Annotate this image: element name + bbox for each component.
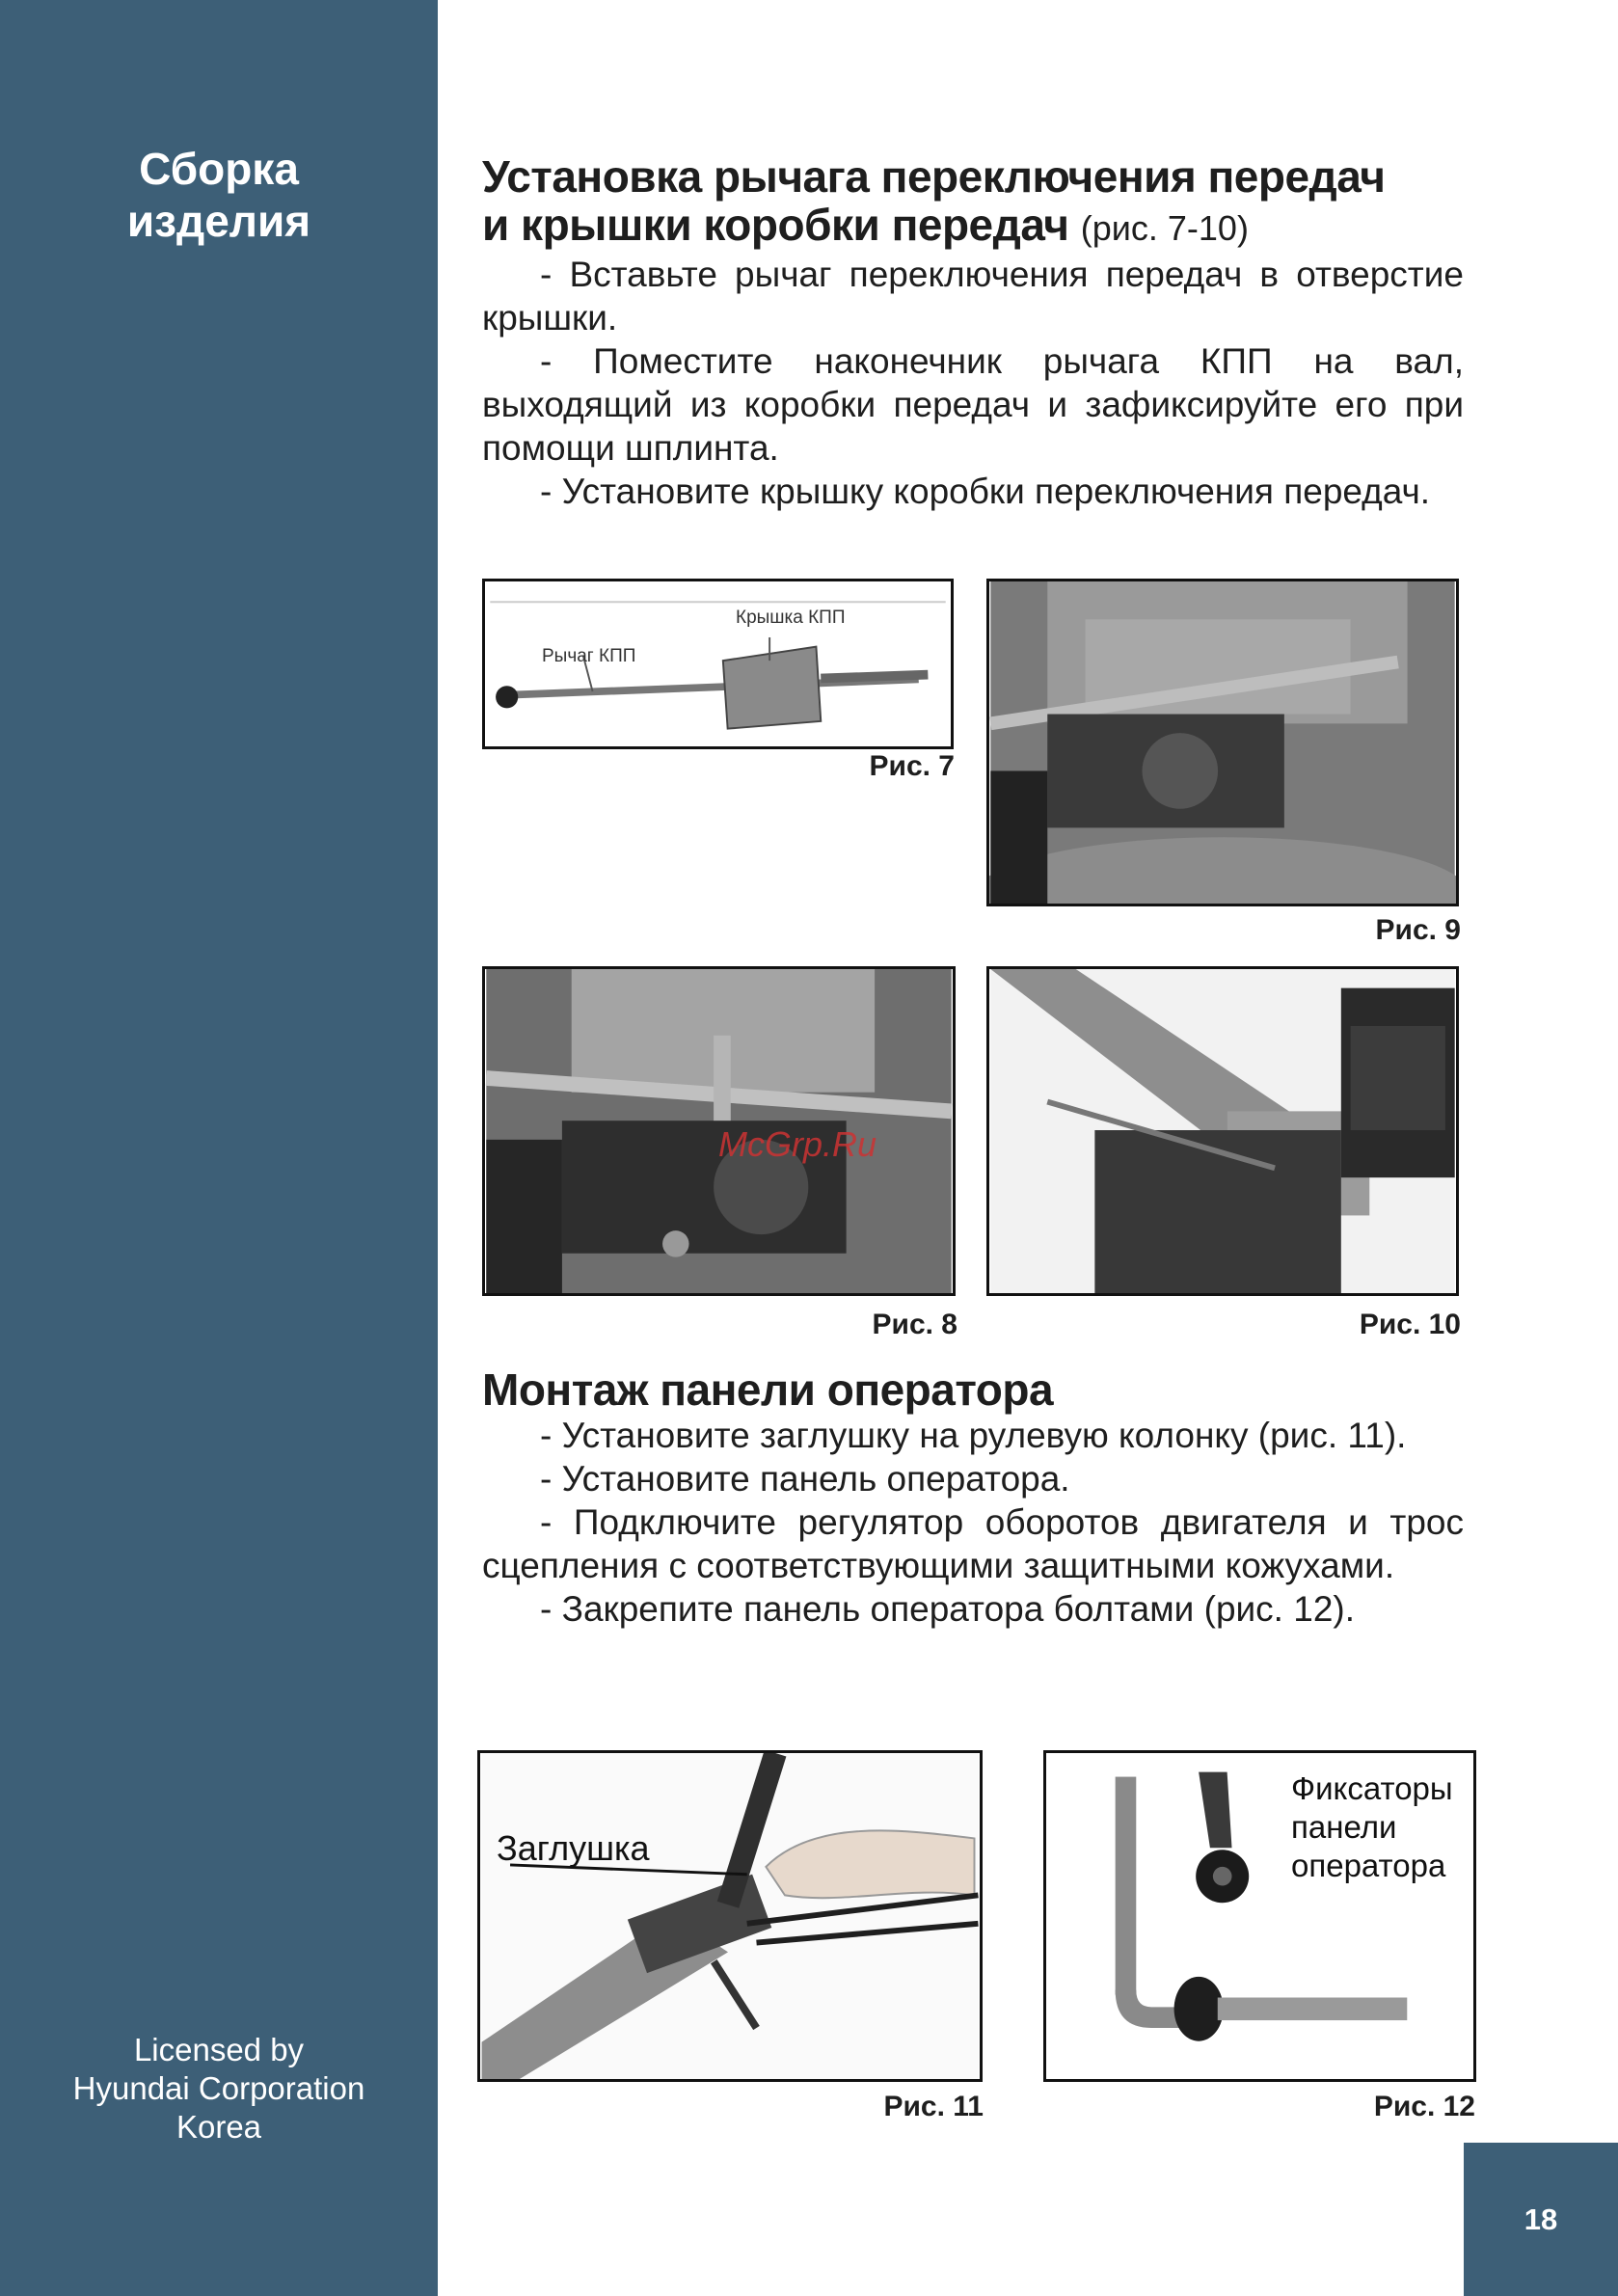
license-line3: Korea [175, 2109, 262, 2145]
section2-paragraph: - Установите панель оператора. [540, 1459, 1070, 1499]
fig12-label [1291, 1769, 1453, 1885]
page-number: 18 [1524, 2201, 1558, 2236]
fig11-label: Заглушка [497, 1828, 650, 1868]
section-title-line2: изделия [126, 196, 311, 246]
license-line2: Hyundai Corporation [72, 2070, 365, 2106]
fig8-watermark: McGrp.Ru [718, 1124, 877, 1164]
section1-paragraph: - Вставьте рычаг переключения передач в отверстие крышки. [482, 255, 1464, 338]
section2-paragraph: - Закрепите панель оператора болтами (рис. 12). [540, 1589, 1356, 1629]
section-gear-lever [482, 152, 1464, 513]
steering-column-photo [480, 1753, 980, 2079]
fig12-label-line2: панели [1291, 1809, 1397, 1845]
gearbox-photo-10 [989, 969, 1456, 1293]
figure-9-caption: Рис. 9 [1375, 914, 1461, 946]
fig12-label-line1: Фиксаторы [1291, 1770, 1453, 1806]
figure-9-image [986, 579, 1459, 906]
fig7-cover-label: Крышка КПП [736, 608, 846, 628]
figure-12-caption: Рис. 12 [1373, 2091, 1475, 2122]
section2-paragraph: - Установите заглушку на рулевую колонку (рис. 11). [540, 1416, 1407, 1455]
section2-paragraph: - Подключите регулятор оборотов двигателя и трос сцепления с соответствующими защитными кожухами. [482, 1502, 1464, 1585]
license-line1: Licensed by [133, 2032, 305, 2067]
figure-11-image [477, 1750, 983, 2082]
gearbox-photo-9 [989, 581, 1456, 904]
figure-10-image [986, 966, 1459, 1296]
section-title [0, 143, 438, 247]
fig7-lever-label: Рычаг КПП [542, 646, 636, 666]
page-number-box [1464, 2143, 1618, 2296]
section1-heading-ref: (рис. 7-10) [1080, 208, 1249, 248]
section1-paragraph: - Поместите наконечник рычага КПП на вал, выходящий из коробки передач и зафиксируйте его при помощи шплинта. [482, 341, 1464, 468]
section-title-line1: Сборка [139, 144, 299, 194]
figure-8-caption: Рис. 8 [872, 1309, 957, 1340]
license-text [0, 2031, 438, 2147]
section1-heading-line1: Установка рычага переключения передач [482, 151, 1386, 202]
section2-heading: Монтаж панели оператора [482, 1364, 1054, 1415]
section1-heading-line2: и крышки коробки передач [482, 200, 1069, 250]
sidebar [0, 0, 438, 2296]
figure-10-caption: Рис. 10 [1359, 1309, 1461, 1340]
figure-11-caption: Рис. 11 [883, 2091, 984, 2122]
section-operator-panel [482, 1365, 1464, 1631]
section1-heading [482, 152, 1464, 253]
section1-paragraph: - Установите крышку коробки переключения передач. [540, 472, 1431, 511]
fig12-label-line3: оператора [1291, 1848, 1446, 1883]
figure-7-caption: Рис. 7 [869, 750, 955, 782]
